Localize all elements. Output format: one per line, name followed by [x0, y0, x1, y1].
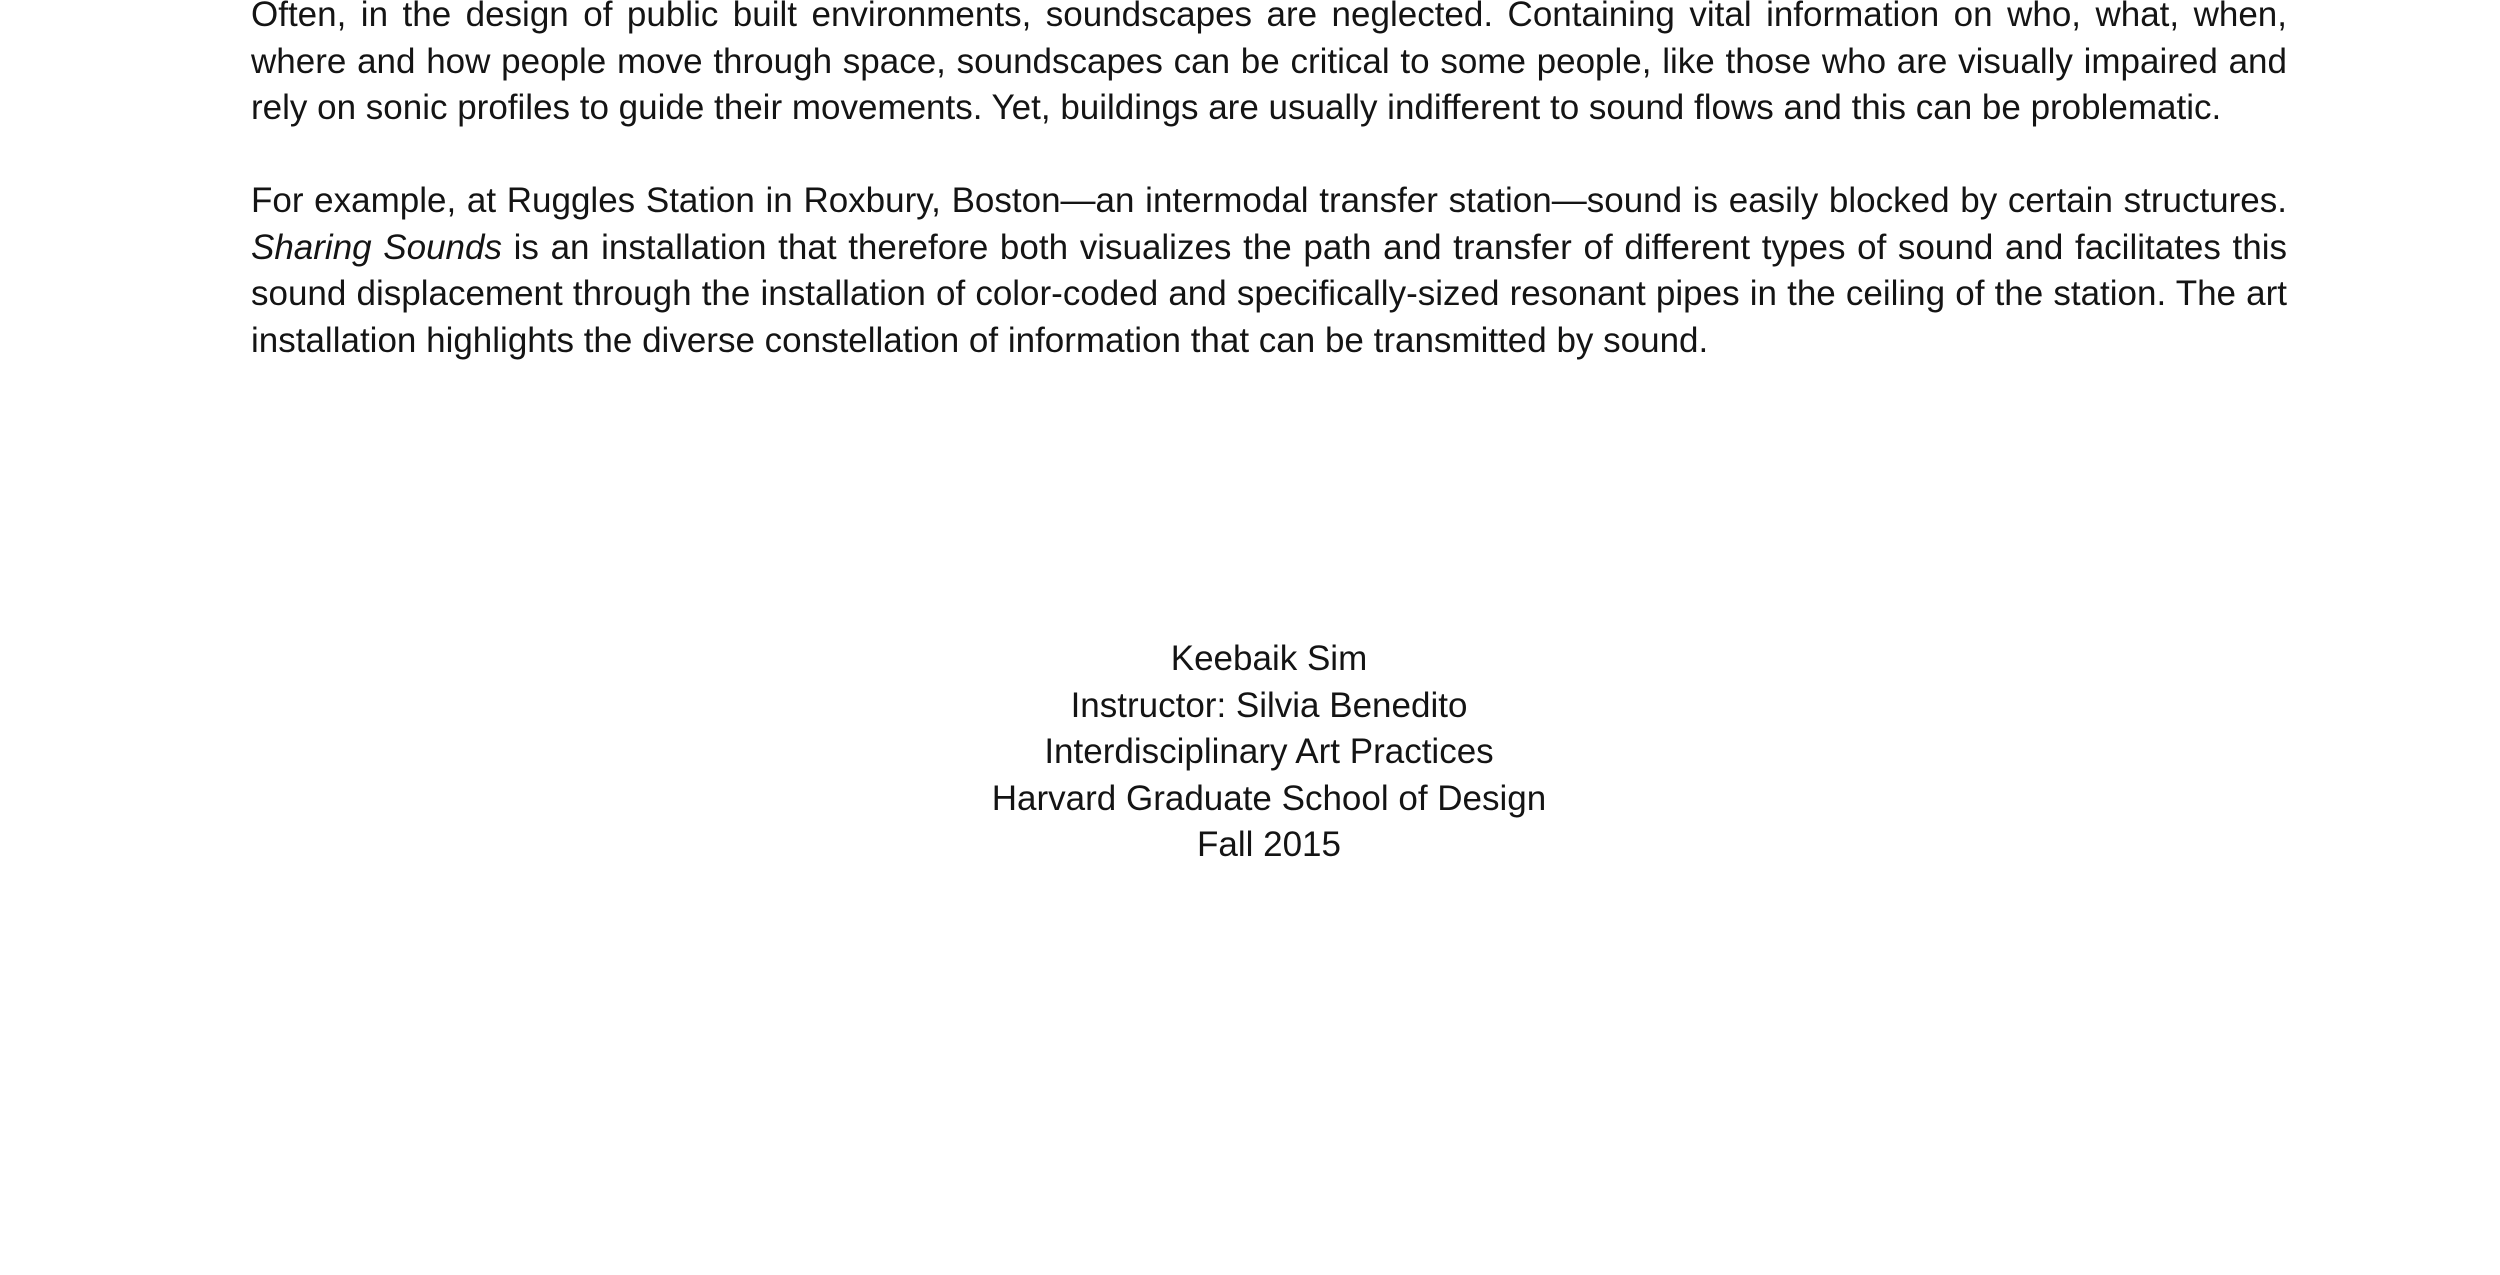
term: Fall 2015 [1197, 825, 1341, 864]
paragraph-intro: Often, in the design of public built environments, soundscapes are neglected. Containing vital information on who, what, when, where and how people move through space, soundscapes can be critical to some people, like those who are visually impaired and rely on sonic profiles to guide their movements. Yet, buildings are usually indifferent to sound flows and this can be problematic. [251, 0, 2287, 127]
paragraph-example-lead: For example, at Ruggles Station in Roxbury, Boston—an intermodal transfer station—sound is easily blocked by certain structures. [251, 181, 2287, 220]
instructor-line: Instructor: Silvia Benedito [1070, 685, 1468, 725]
school-name: Harvard Graduate School of Design [991, 778, 1547, 818]
project-title: Sharing Sounds [251, 227, 502, 267]
author-name: Keebaik Sim [1170, 639, 1368, 678]
body-text [251, 0, 2287, 411]
paragraph-example [251, 178, 2287, 364]
credits-block [0, 636, 2500, 869]
course-name: Interdisciplinary Art Practices [1044, 732, 1494, 771]
paragraph-example-rest: is an installation that therefore both visualizes the path and transfer of different types of sound and facilitates this sound displacement through the installation of color-coded and specifically-sized resonant pipes in the ceiling of the station. The art installation highlights the diverse constellation of information that can be transmitted by sound. [251, 227, 2287, 360]
